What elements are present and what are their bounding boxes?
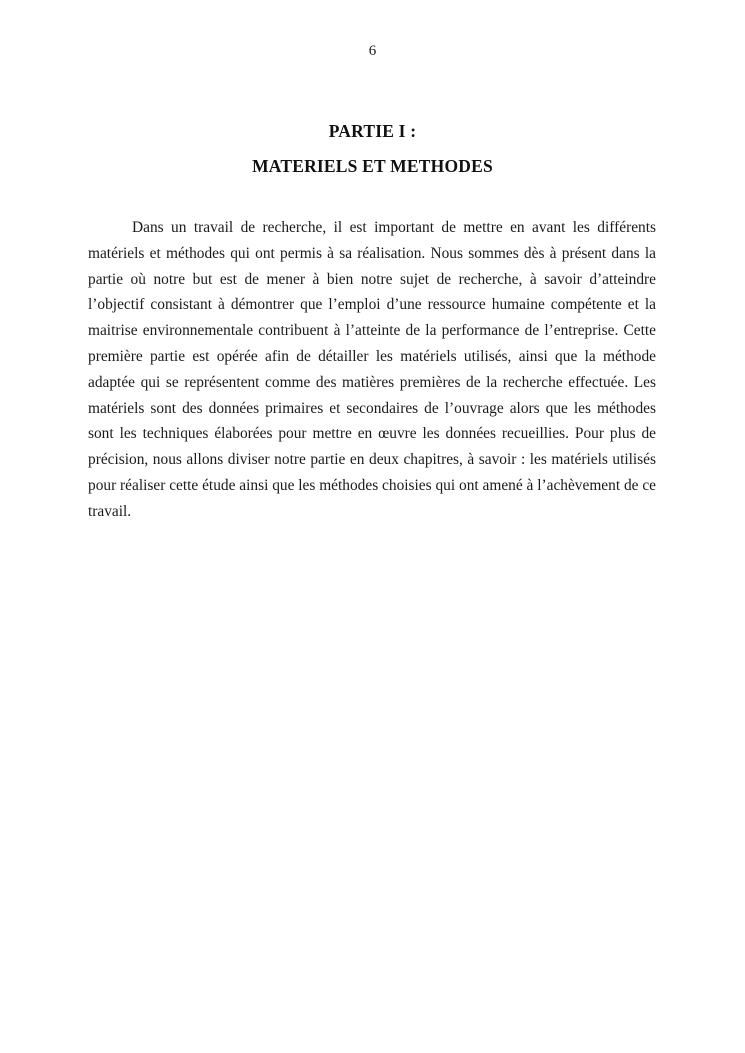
section-title-line-2: MATERIELS ET METHODES (252, 156, 493, 176)
intro-paragraph: Dans un travail de recherche, il est important de mettre en avant les différents matériels et méthodes qui ont permis à sa réalisation. Nous sommes dès à présent dans la partie où notre but est de mener à bien notre sujet de recherche, à savoir d’atteindre l’objectif consistant à démontrer que l’emploi d’une ressource humaine compétente et la maitrise environnementale contribuent à l’atteinte de la performance de l’entreprise. Cette première partie est opérée afin de détailler les matériels utilisés, ainsi que la méthode adaptée qui se représentent comme des matières premières de la recherche effectuée. Les matériels sont des données primaires et secondaires de l’ouvrage alors que les méthodes sont les techniques élaborées pour mettre en œuvre les données recueillies. Pour plus de précision, nous allons diviser notre partie en deux chapitres, à savoir : les matériels utilisés pour réaliser cette étude ainsi que les méthodes choisies qui ont amené à l’achèvement de ce travail. (88, 219, 656, 520)
body-text-block (88, 215, 656, 525)
page-number: 6 (368, 43, 377, 59)
section-title (0, 114, 745, 184)
section-title-line-1: PARTIE I : (328, 121, 417, 141)
